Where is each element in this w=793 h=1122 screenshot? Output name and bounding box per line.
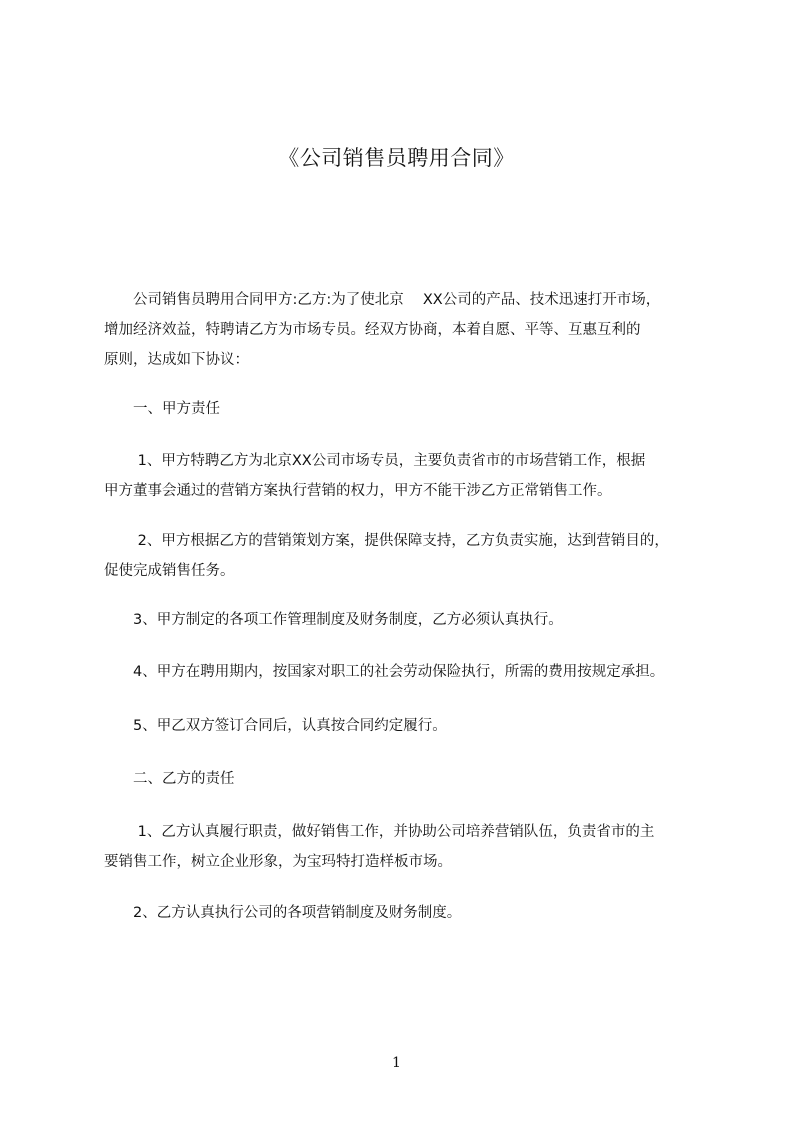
- section-2-heading: [104, 764, 724, 794]
- section-2-item-2-text: 2、乙方认真执行公司的各项营销制度及财务制度。: [104, 905, 462, 921]
- section-1-item-3: [104, 605, 724, 635]
- section-1-item-2: [104, 526, 724, 586]
- section-1-item-4: [104, 657, 724, 687]
- section-1-item-3-text: 3、甲方制定的各项工作管理制度及财务制度，乙方必须认真执行。: [104, 612, 563, 628]
- section-1-item-1: [104, 446, 724, 506]
- section-1-item-1-line-2: 甲方董事会通过的营销方案执行营销的权力，甲方不能干涉乙方正常销售工作。: [104, 483, 612, 499]
- section-1-item-5: [104, 711, 724, 741]
- section-1-item-5-text: 5、甲乙双方签订合同后，认真按合同约定履行。: [104, 718, 447, 734]
- section-1-item-2-line-1: 2、甲方根据乙方的营销策划方案，提供保障支持，乙方负责实施，达到营销目的，: [104, 533, 669, 549]
- section-2-item-2: [104, 898, 724, 928]
- intro-line-1: 公司销售员聘用合同甲方:乙方:为了使北京 XX公司的产品、技术迅速打开市场，: [104, 292, 661, 308]
- intro-paragraph: [104, 285, 724, 375]
- section-2-item-1: [104, 817, 724, 877]
- page-number: 1: [392, 1055, 401, 1071]
- intro-line-3: 原则，达成如下协议：: [104, 352, 249, 368]
- section-2-heading-text: 二、乙方的责任: [104, 771, 235, 787]
- section-2-item-1-line-2: 要销售工作，树立企业形象，为宝玛特打造样板市场。: [104, 854, 452, 870]
- section-1-heading: [104, 394, 724, 424]
- section-2-item-1-line-1: 1、乙方认真履行职责，做好销售工作，并协助公司培养营销队伍，负责省市的主: [104, 824, 655, 840]
- section-1-item-1-line-1: 1、甲方特聘乙方为北京XX公司市场专员，主要负责省市的市场营销工作，根据: [104, 453, 646, 469]
- section-1-item-4-text: 4、甲方在聘用期内，按国家对职工的社会劳动保险执行，所需的费用按规定承担。: [104, 664, 665, 680]
- document-title: 《公司销售员聘用合同》: [278, 146, 515, 170]
- section-1-item-2-line-2: 促使完成销售任务。: [104, 563, 235, 579]
- section-1-heading-text: 一、甲方责任: [104, 401, 220, 417]
- intro-line-2: 增加经济效益，特聘请乙方为市场专员。经双方协商，本着自愿、平等、互惠互利的: [104, 322, 641, 338]
